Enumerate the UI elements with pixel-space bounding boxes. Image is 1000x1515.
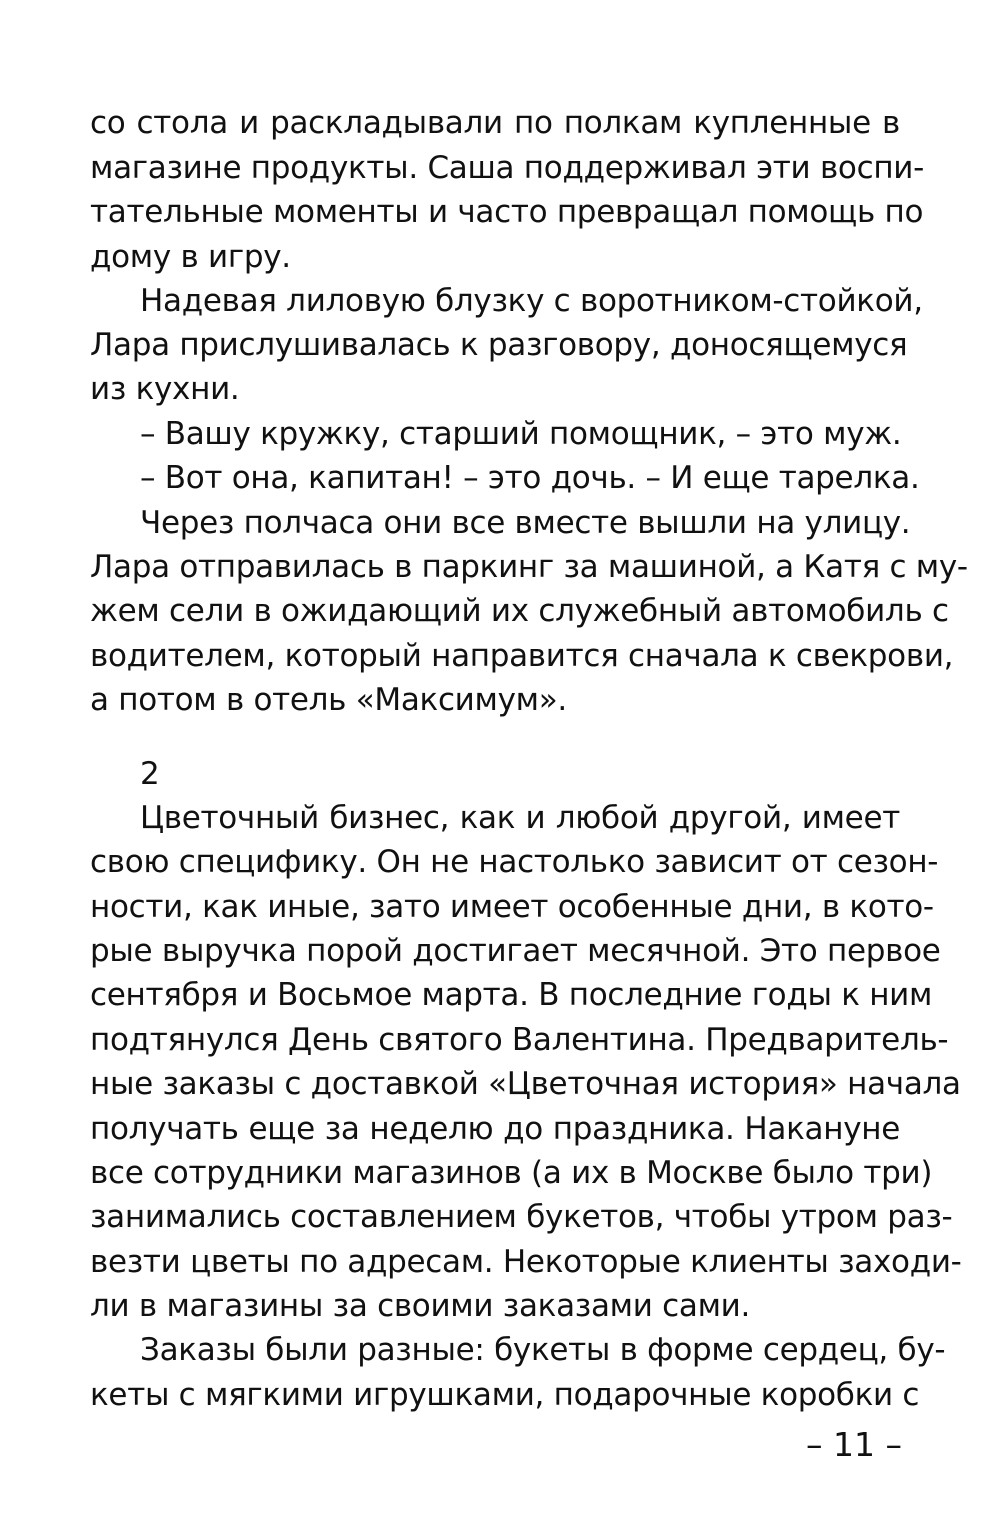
text-line: ли в магазины за своими заказами сами. [90,1288,751,1324]
text-line: занимались составлением букетов, чтобы утром раз- [90,1199,953,1235]
text-line: рые выручка порой достигает месячной. Это первое [90,933,941,969]
text-line: сентября и Восьмое марта. В последние годы к ним [90,977,933,1013]
text-line: Заказы были разные: букеты в форме сердец, бу- [140,1332,946,1368]
dialogue-line: – Вашу кружку, старший помощник, – это муж. [140,416,902,452]
text-line: Через полчаса они все вместе вышли на улицу. [140,505,911,541]
chapter-number: 2 [140,756,160,792]
text-line: получать еще за неделю до праздника. Накануне [90,1111,900,1147]
text-line: Лара отправилась в паркинг за машиной, а Катя с му- [90,549,968,585]
text-line: все сотрудники магазинов (а их в Москве было три) [90,1155,933,1191]
text-line: из кухни. [90,371,240,407]
text-line: водителем, который направится сначала к свекрови, [90,638,954,674]
text-line: ности, как иные, зато имеет особенные дни, в кото- [90,889,934,925]
text-line: Лара прислушивалась к разговору, доносящемуся [90,327,908,363]
page-number: – 11 – [806,1425,902,1464]
text-line: кеты с мягкими игрушками, подарочные коробки с [90,1377,920,1413]
text-line: а потом в отель «Максимум». [90,682,567,718]
text-line: подтянулся День святого Валентина. Предваритель- [90,1022,949,1058]
text-line: тательные моменты и часто превращал помощь по [90,194,924,230]
text-line: свою специфику. Он не настолько зависит от сезон- [90,844,939,880]
dialogue-line: – Вот она, капитан! – это дочь. – И еще тарелка. [140,460,920,496]
text-line: дому в игру. [90,239,291,275]
text-line: ные заказы с доставкой «Цветочная история» начала [90,1066,961,1102]
text-line: магазине продукты. Саша поддерживал эти воспи- [90,150,925,186]
text-line: жем сели в ожидающий их служебный автомобиль с [90,593,949,629]
text-line: Надевая лиловую блузку с воротником-стойкой, [140,283,923,319]
text-line: везти цветы по адресам. Некоторые клиенты заходи- [90,1244,962,1280]
text-line: со стола и раскладывали по полкам купленные в [90,105,900,141]
text-line: Цветочный бизнес, как и любой другой, имеет [140,800,900,836]
